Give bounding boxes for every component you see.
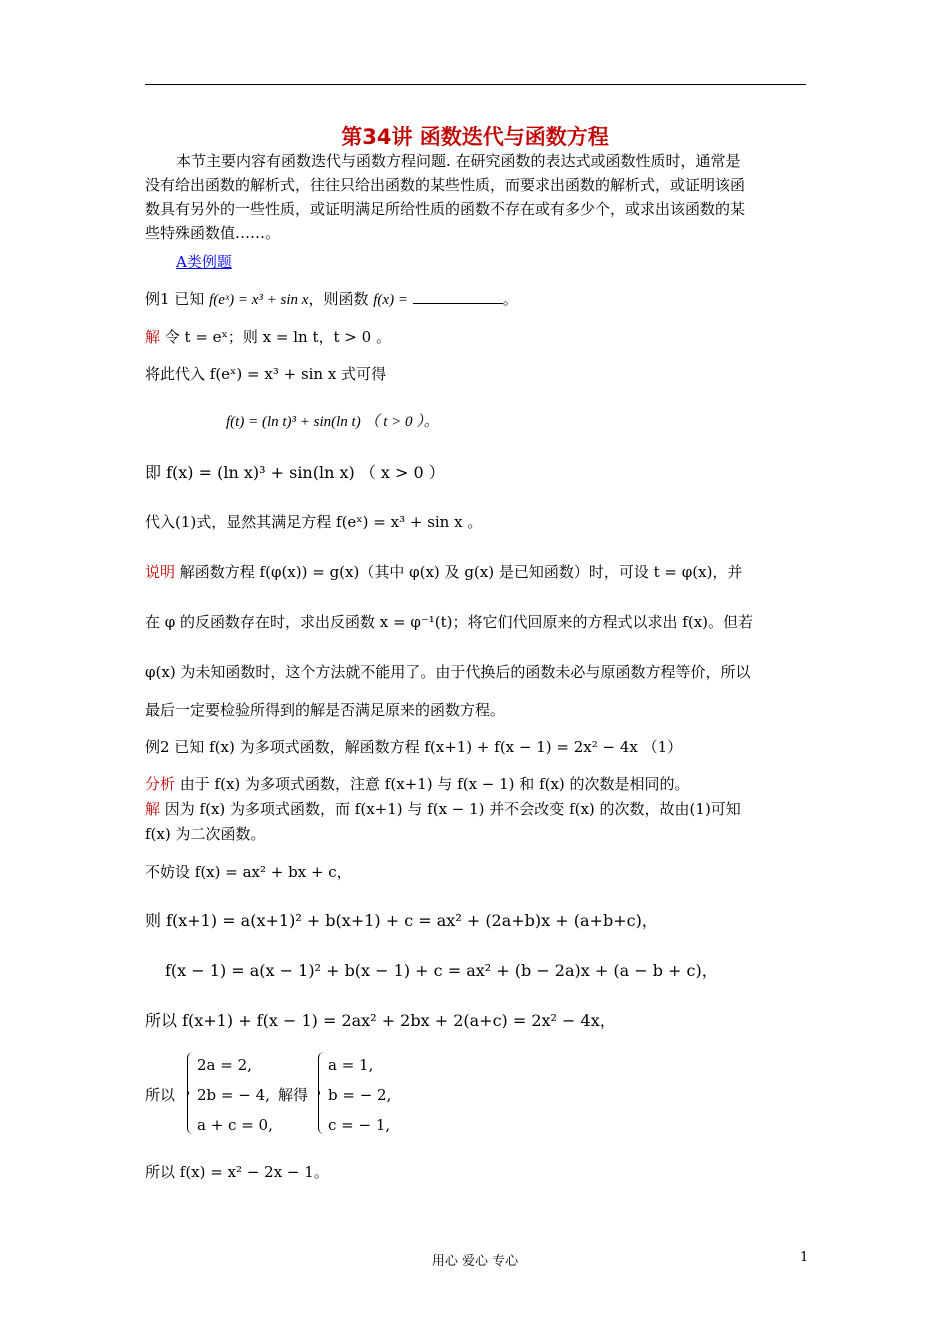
header-rule (145, 84, 806, 85)
system-solve-label: 解得 (278, 1086, 309, 1104)
solution-2-text: 因为 f(x) 为多项式函数，而 f(x+1) 与 f(x − 1) 并不会改变 f(x) 的次数，故由(1)可知 (160, 800, 741, 818)
intro-line: 些特殊函数值……。 (145, 224, 281, 242)
equation-minus: f(x − 1) = a(x − 1)² + b(x − 1) + c = ax² + (b − 2a)x + (a − b + c)， (165, 961, 718, 980)
substitute-line: 将此代入 f(eˣ) = x³ + sin x 式可得 (145, 365, 387, 383)
intro-line: 数具有另外的一些性质，或证明满足所给性质的函数不存在或有多少个，或求出该函数的某 (145, 200, 746, 218)
intro-line: 没有给出函数的解析式，往往只给出函数的某些性质，而要求出函数的解析式，或证明该函 (145, 176, 746, 194)
solution-label: 解 (145, 800, 161, 818)
system-right-eq: a = 1, (328, 1056, 374, 1074)
solution-2-line-2: f(x) 为二次函数。 (145, 825, 266, 843)
system-right (328, 1050, 391, 1140)
note-line-1 (145, 560, 807, 585)
page-footer: 用心 爱心 专心 (431, 1254, 519, 1269)
page-title: 第34讲 函数迭代与函数方程 (341, 125, 609, 149)
system-left (197, 1050, 273, 1140)
example-1-ask: ，则函数 (308, 290, 369, 308)
system-right-eq: b = − 2, (328, 1086, 392, 1104)
equation-sum: 所以 f(x+1) + f(x − 1) = 2ax² + 2bx + 2(a+c) = 2x² − 4x， (145, 1011, 616, 1030)
equation-t: f(t) = (ln t)³ + sin(ln t) （ t > 0 ）。 (226, 414, 439, 430)
system-left-eq: a + c = 0, (197, 1116, 273, 1134)
solution-2-line-1 (145, 797, 807, 822)
system-left-eq: 2a = 2, (197, 1056, 252, 1074)
equation-system (145, 1050, 545, 1138)
answer-blank (413, 289, 503, 304)
check-line: 代入(1)式，显然其满足方程 f(eˣ) = x³ + sin x 。 (145, 513, 483, 531)
intro-line: 本节主要内容有函数迭代与函数方程问题. 在研究函数的表达式或函数性质时，通常是 (176, 152, 741, 170)
equation-x: 即 f(x) = (ln x)³ + sin(ln x) （ x > 0 ） (145, 463, 445, 482)
example-1-end: 。 (502, 290, 518, 308)
example-1-fx: f(x) = (373, 292, 408, 308)
analysis (145, 772, 807, 797)
example-2: 例2 已知 f(x) 为多项式函数，解函数方程 f(x+1) + f(x − 1) = 2x² − 4x （1） (145, 738, 683, 756)
solution-1-text: 令 t = eˣ；则 x = ln t，t > 0 。 (160, 328, 391, 346)
equation-plus: 则 f(x+1) = a(x+1)² + b(x+1) + c = ax² + (2a+b)x + (a+b+c)， (145, 911, 658, 930)
note-line-4: 最后一定要检验所得到的解是否满足原来的函数方程。 (145, 701, 506, 719)
solution-label: 解 (145, 328, 161, 346)
system-label: 所以 (145, 1086, 176, 1104)
page-number: 1 (800, 1250, 809, 1265)
system-right-eq: c = − 1, (328, 1116, 391, 1134)
right-brace (318, 1052, 325, 1134)
left-brace (187, 1052, 194, 1134)
analysis-label: 分析 (145, 775, 176, 793)
example-1-label: 例1 已知 (145, 290, 205, 308)
section-link[interactable]: A类例题 (176, 253, 232, 271)
assume-line: 不妨设 f(x) = ax² + bx + c， (145, 863, 352, 881)
note-line-3: φ(x) 为未知函数时，这个方法就不能用了。由于代换后的函数未必与原函数方程等价，所以 (145, 663, 751, 681)
note-label: 说明 (145, 563, 176, 581)
section-link-row (176, 250, 838, 275)
intro-paragraph (145, 149, 807, 245)
example-1-given: f(eˣ) = x³ + sin x (209, 292, 309, 308)
final-answer: 所以 f(x) = x² − 2x − 1。 (145, 1163, 329, 1181)
note-text-1: 解函数方程 f(φ(x)) = g(x)（其中 φ(x) 及 g(x) 是已知函数）时，可设 t = φ(x)，并 (175, 563, 743, 581)
note-line-2: 在 φ 的反函数存在时，求出反函数 x = φ⁻¹(t)；将它们代回原来的方程式以求出 f(x)。但若 (145, 613, 754, 631)
system-left-eq: 2b = − 4, (197, 1086, 270, 1104)
analysis-text: 由于 f(x) 为多项式函数，注意 f(x+1) 与 f(x − 1) 和 f(x) 的次数是相同的。 (175, 775, 690, 793)
example-1 (145, 287, 807, 313)
solution-1 (145, 325, 807, 350)
